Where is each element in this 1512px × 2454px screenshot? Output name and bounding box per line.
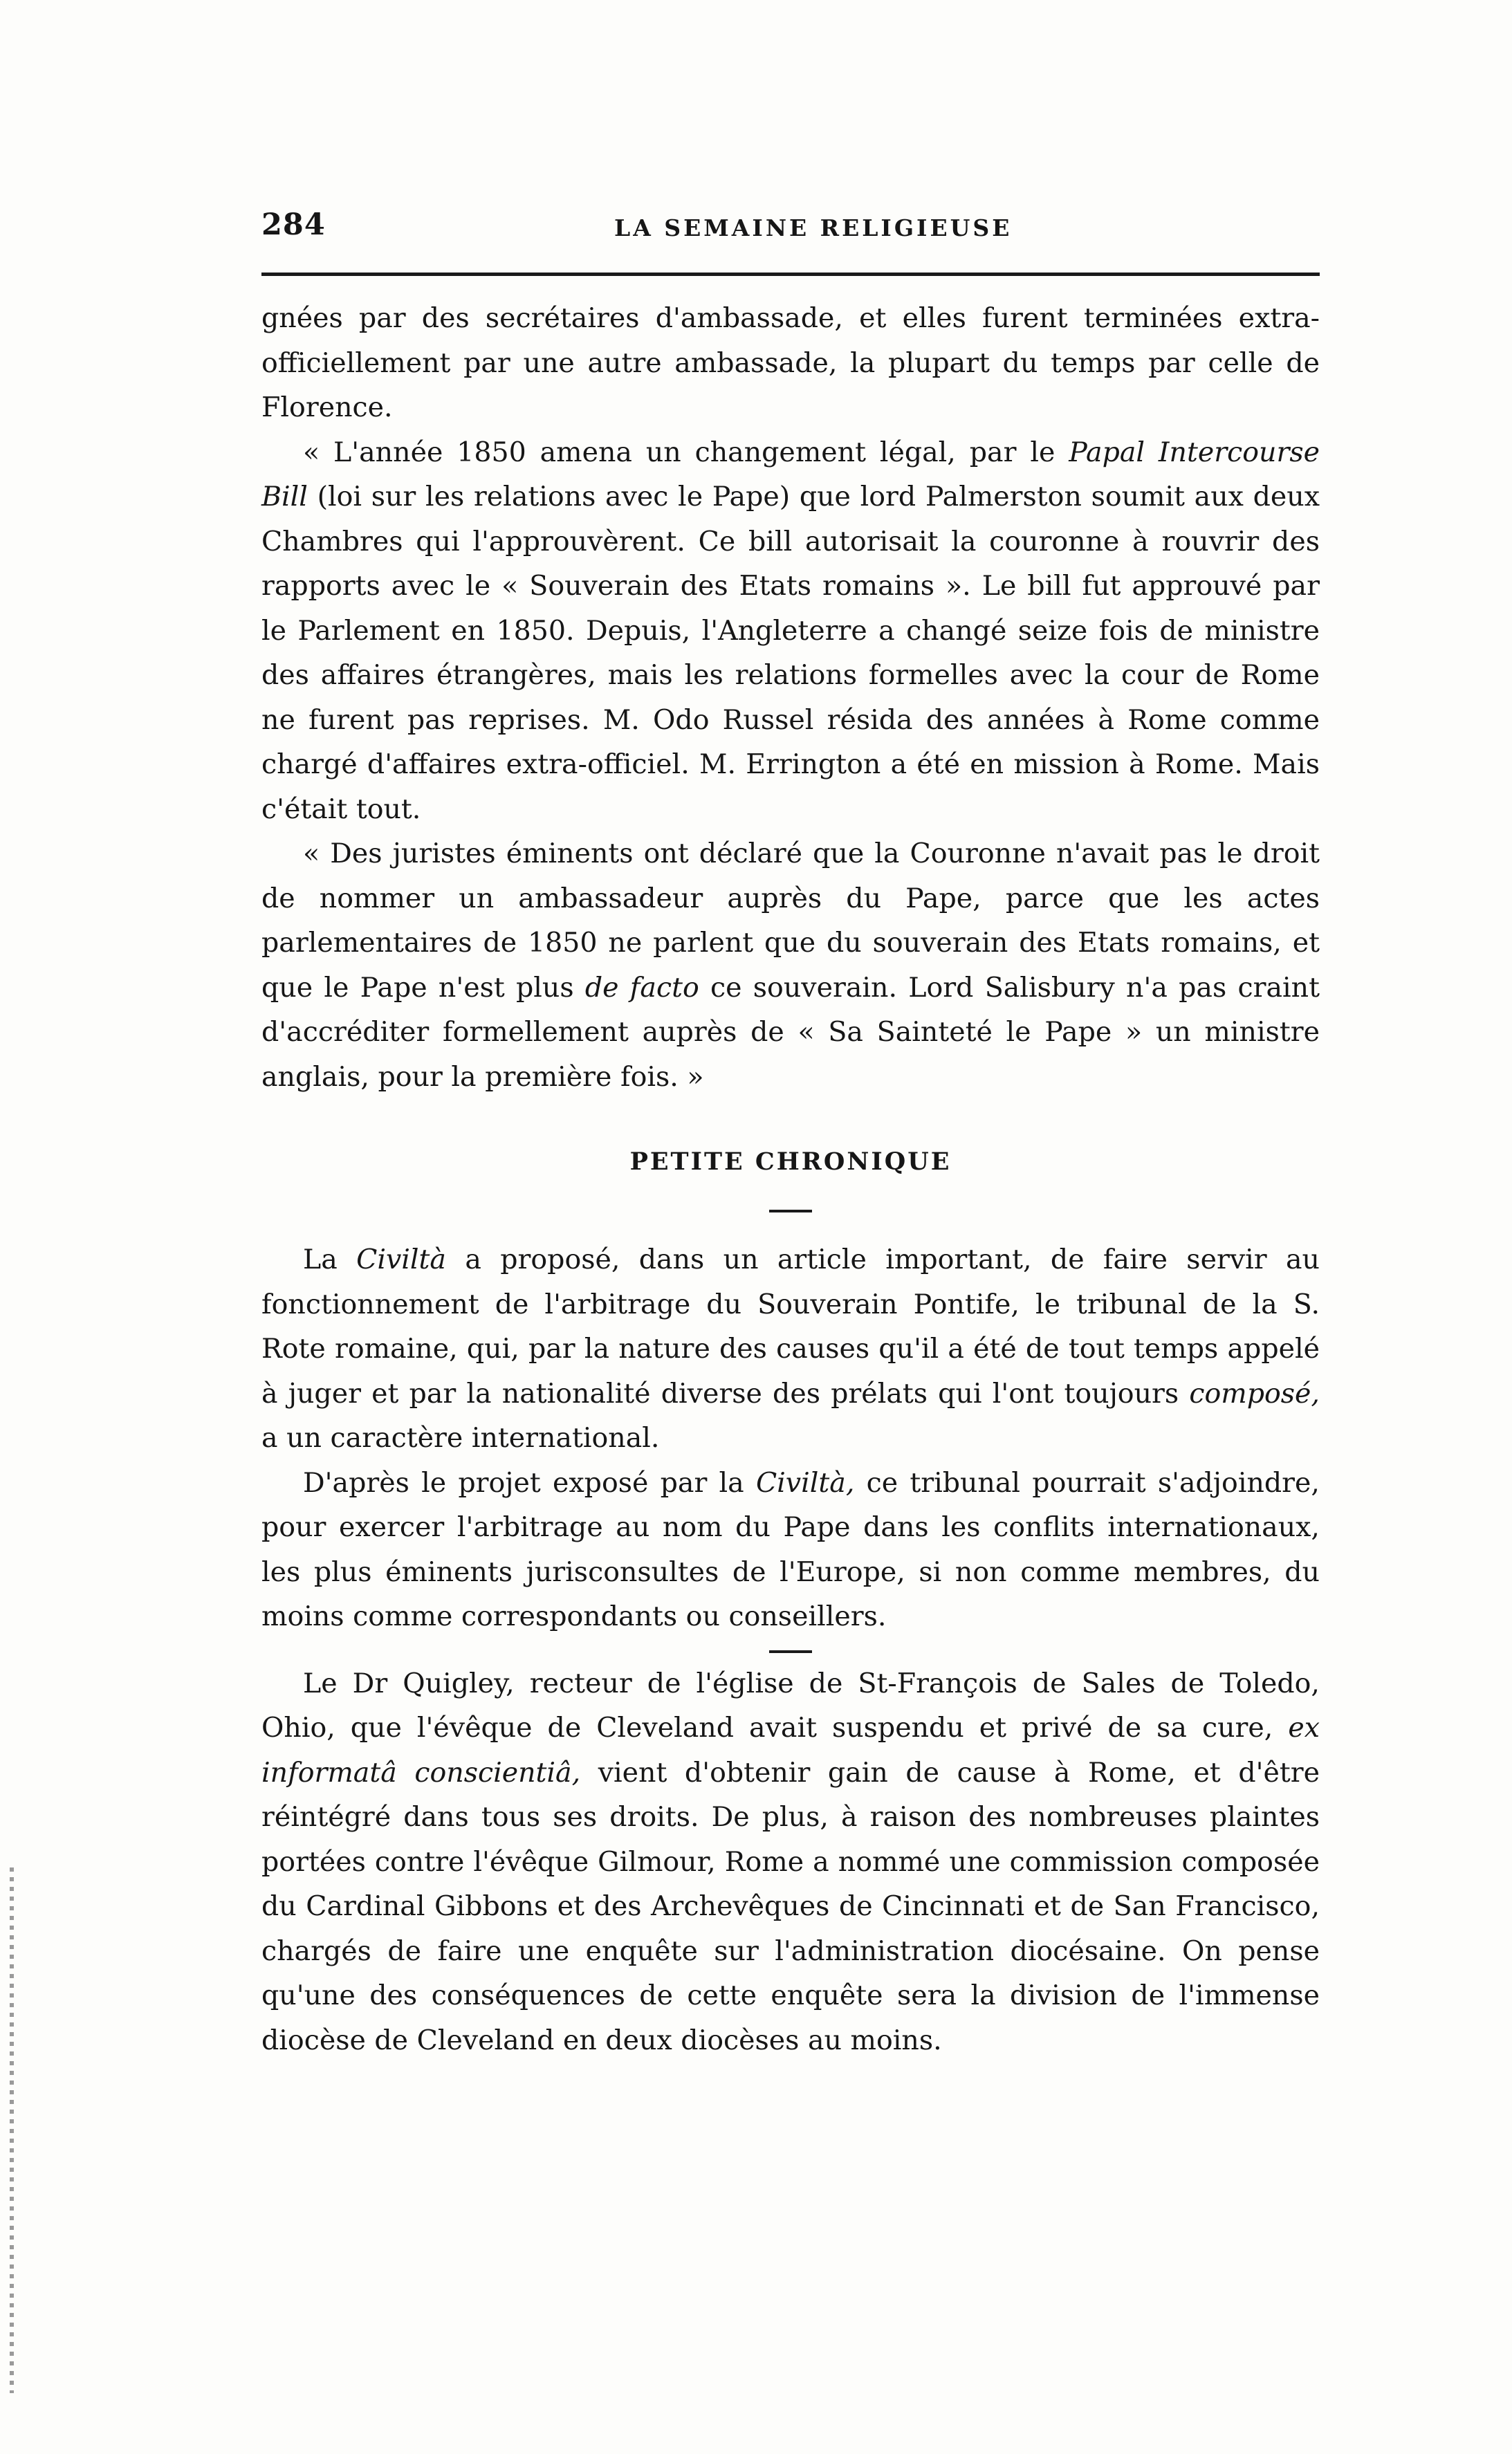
text-run: La xyxy=(303,1244,357,1275)
section-divider xyxy=(769,1210,812,1212)
binding-edge xyxy=(10,1867,14,2393)
chronique-item xyxy=(261,1237,1320,1461)
italic-text: ex informatâ conscientiâ, xyxy=(261,1712,1320,1789)
paragraph xyxy=(261,430,1320,832)
page-number: 284 xyxy=(261,207,326,242)
italic-text: Civiltà, xyxy=(755,1466,855,1499)
text-run: « L'année 1850 amena un changement légal, par le xyxy=(303,436,1069,468)
text-run: gnées par des secrétaires d'ambassade, et elles furent terminées extra-officiellement par une autre ambassade, la plupart du temps par celle de Florence. xyxy=(261,302,1320,423)
text-run: ce tribunal pourrait s'adjoindre, pour exercer l'arbitrage au nom du Pape dans les conflits internationaux, les plus éminents jurisconsultes de l'Europe, si non comme membres, du moins comme correspondants ou conseillers. xyxy=(261,1466,1320,1632)
page-header xyxy=(261,201,1320,249)
text-run: D'après le projet exposé par la xyxy=(303,1466,756,1499)
book-page xyxy=(261,201,1320,2056)
italic-text: de facto xyxy=(584,971,699,1004)
text-run: a proposé, dans un article important, de faire servir au fonctionnement de l'arbitrage du Souverain Pontife, le tribunal de la S. Rote romaine, qui, par la nature des causes qu'il a été de tout temps appelé à juger et par la nationalité diverse des prélats qui l'ont toujours xyxy=(261,1244,1320,1410)
section-title: PETITE CHRONIQUE xyxy=(629,1147,952,1176)
text-run: vient d'obtenir gain de cause à Rome, et d'être réintégré dans tous ses droits. De plus, à raison des nombreuses plaintes portées contre l'évêque Gilmour, Rome a nommé une commission composée du Cardinal Gibbons et des Archevêques de Cincinnati et de San Francisco, chargés de faire une enquête sur l'administration diocésaine. On pense qu'une des conséquences de cette enquête sera la division de l'immense diocèse de Cleveland en deux diocèses au moins. xyxy=(261,1756,1320,2056)
italic-text: Papal Intercourse Bill xyxy=(261,436,1320,513)
chronique-item xyxy=(261,1461,1320,1639)
chronique-item xyxy=(261,1661,1320,2063)
paragraph xyxy=(261,296,1320,430)
italic-text: Civiltà xyxy=(356,1244,446,1275)
italic-text: composé, xyxy=(1189,1377,1320,1410)
text-run: Le Dr Quigley, recteur de l'église de St-François de Sales de Toledo, Ohio, que l'évêque de Cleveland avait suspendu et privé de sa cure, xyxy=(261,1667,1320,1744)
text-run: « Des juristes éminents ont déclaré que la Couronne n'avait pas le droit de nommer un ambassadeur auprès du Pape, parce que les actes parlementaires de 1850 ne parlent que du souverain des Etats romains, et que le Pape n'est plus xyxy=(261,838,1320,1004)
running-head: LA SEMAINE RELIGIEUSE xyxy=(614,214,1013,241)
text-run: ce souverain. Lord Salisbury n'a pas craint d'accréditer formellement auprès de « Sa Sainteté le Pape » un ministre anglais, pour la première fois. » xyxy=(261,971,1320,1093)
page-content xyxy=(261,296,1320,2063)
item-divider xyxy=(769,1650,812,1653)
text-run: a un caractère international. xyxy=(261,1422,660,1454)
text-run: (loi sur les relations avec le Pape) que lord Palmerston soumit aux deux Chambres qui l'approuvèrent. Ce bill autorisait la couronne à rouvrir des rapports avec le « Souverain des Etats romains ». Le bill fut approuvé par le Parlement en 1850. Depuis, l'Angleterre a changé seize fois de ministre des affaires étrangères, mais les relations formelles avec la cour de Rome ne furent pas reprises. M. Odo Russel résida des années à Rome comme chargé d'affaires extra-officiel. M. Errington a été en mission à Rome. Mais c'était tout. xyxy=(261,481,1320,825)
header-rule xyxy=(261,273,1320,276)
paragraph xyxy=(261,831,1320,1099)
